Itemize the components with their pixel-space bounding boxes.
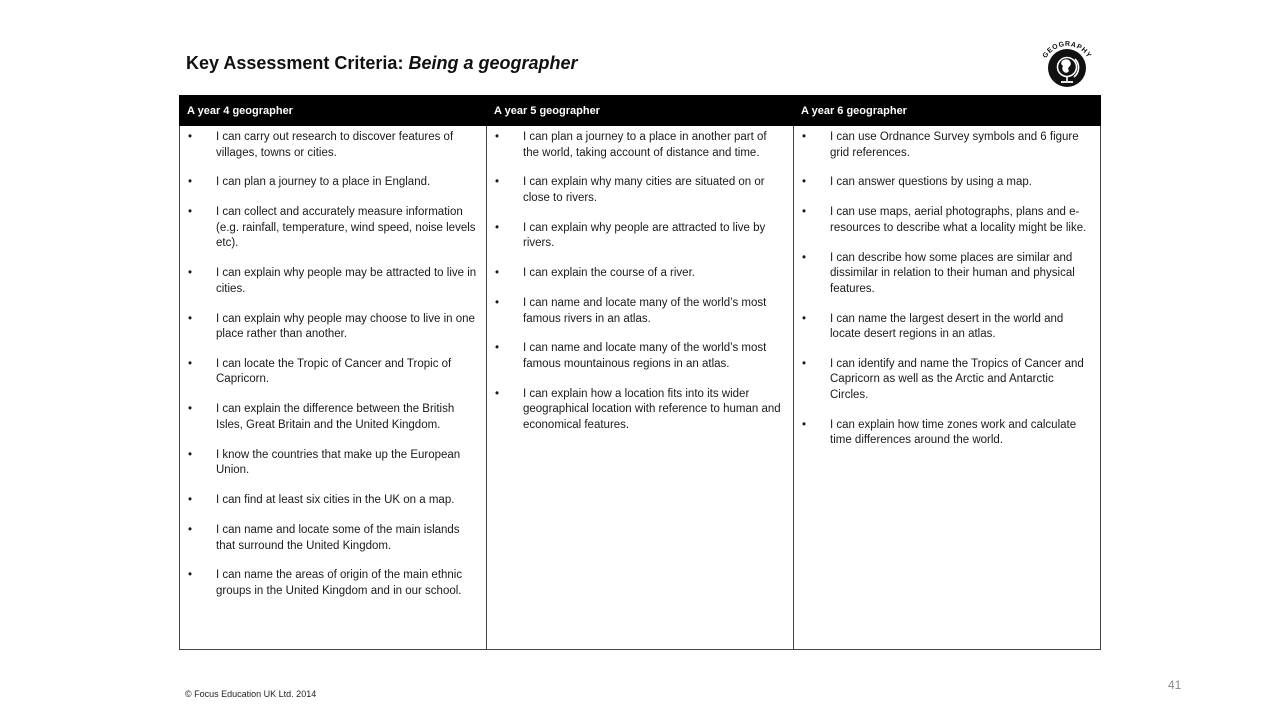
criterion-text: I can explain how time zones work and calculate time differences around the world. <box>830 418 1077 447</box>
list-item <box>800 175 1092 191</box>
list-item <box>186 448 478 479</box>
list-item <box>186 357 478 388</box>
list-item <box>800 418 1092 449</box>
list-item <box>493 341 785 372</box>
column-header-year-4: A year 4 geographer <box>180 96 487 126</box>
logo-text: GEOGRAPHY <box>1041 40 1093 60</box>
bullet-icon: • <box>802 131 807 143</box>
list-item <box>493 175 785 206</box>
bullet-icon: • <box>802 312 807 325</box>
page-number: 41 <box>1168 678 1182 692</box>
bullet-icon: • <box>495 221 500 234</box>
list-item <box>186 130 478 161</box>
list-item <box>186 523 478 554</box>
criterion-text: I can plan a journey to a place in England. <box>216 176 431 189</box>
year-6-criteria-list <box>800 130 1092 449</box>
criterion-text: I know the countries that make up the European Union. <box>216 448 461 477</box>
criterion-text: I can answer questions by using a map. <box>830 176 1033 189</box>
geography-logo-icon <box>1036 36 1098 90</box>
criterion-text: I can name and locate some of the main islands that surround the United Kingdom. <box>216 524 460 552</box>
year-4-criteria-cell <box>180 126 487 650</box>
bullet-icon: • <box>802 251 807 264</box>
criterion-text: I can plan a journey to a place in another part of the world, taking account of distance and time. <box>523 131 767 159</box>
year-4-criteria-list <box>186 130 478 599</box>
bullet-icon: • <box>188 312 193 325</box>
bullet-icon: • <box>802 176 807 189</box>
bullet-icon: • <box>188 131 193 143</box>
bullet-icon: • <box>495 176 500 189</box>
bullet-icon: • <box>802 357 807 370</box>
criterion-text: I can use Ordnance Survey symbols and 6 figure grid references. <box>830 131 1079 159</box>
bullet-icon: • <box>188 267 193 280</box>
list-item <box>186 266 478 297</box>
criterion-text: I can name and locate many of the world’s most famous rivers in an atlas. <box>523 297 767 325</box>
bullet-icon: • <box>495 387 500 400</box>
list-item <box>800 251 1092 298</box>
title-subtitle: Being a geographer <box>408 53 578 73</box>
table-row <box>180 126 1101 650</box>
criterion-text: I can carry out research to discover features of villages, towns or cities. <box>216 131 454 159</box>
criterion-text: I can collect and accurately measure information (e.g. rainfall, temperature, wind speed, noise levels etc). <box>216 206 476 250</box>
criterion-text: I can identify and name the Tropics of Cancer and Capricorn as well as the Arctic and Antarctic Circles. <box>830 357 1084 401</box>
bullet-icon: • <box>188 206 193 219</box>
bullet-icon: • <box>188 176 193 189</box>
criterion-text: I can name the largest desert in the world and locate desert regions in an atlas. <box>830 312 1064 341</box>
criterion-text: I can name and locate many of the world’s most famous mountainous regions in an atlas. <box>523 342 767 370</box>
bullet-icon: • <box>188 448 193 461</box>
criterion-text: I can explain the course of a river. <box>523 267 695 280</box>
criterion-text: I can explain why many cities are situated on or close to rivers. <box>523 176 765 204</box>
list-item <box>186 568 478 599</box>
title-main: Key Assessment Criteria: <box>186 53 404 73</box>
list-item <box>493 266 785 282</box>
column-header-year-5: A year 5 geographer <box>487 96 794 126</box>
list-item <box>800 130 1092 161</box>
list-item <box>800 205 1092 236</box>
list-item <box>186 205 478 252</box>
bullet-icon: • <box>495 297 500 310</box>
list-item <box>493 387 785 434</box>
list-item <box>493 130 785 161</box>
bullet-icon: • <box>802 418 807 431</box>
list-item <box>186 175 478 191</box>
year-5-criteria-cell <box>487 126 794 650</box>
list-item <box>186 402 478 433</box>
column-header-year-6: A year 6 geographer <box>794 96 1101 126</box>
bullet-icon: • <box>495 342 500 355</box>
criterion-text: I can locate the Tropic of Cancer and Tropic of Capricorn. <box>216 357 452 386</box>
criterion-text: I can explain how a location fits into its wider geographical location with reference to human and economical features. <box>523 387 781 431</box>
bullet-icon: • <box>188 524 193 537</box>
table-header-row <box>180 96 1101 126</box>
list-item <box>800 312 1092 343</box>
criterion-text: I can use maps, aerial photographs, plans and e-resources to describe what a locality might be like. <box>830 206 1087 234</box>
bullet-icon: • <box>495 131 500 143</box>
criterion-text: I can find at least six cities in the UK on a map. <box>216 494 455 507</box>
page-title <box>186 53 577 74</box>
bullet-icon: • <box>495 267 500 280</box>
bullet-icon: • <box>802 206 807 219</box>
list-item <box>493 221 785 252</box>
criterion-text: I can explain the difference between the British Isles, Great Britain and the United Kingdom. <box>216 403 455 431</box>
bullet-icon: • <box>188 357 193 370</box>
list-item <box>186 493 478 509</box>
bullet-icon: • <box>188 569 193 582</box>
copyright-footer: © Focus Education UK Ltd. 2014 <box>185 689 317 699</box>
list-item <box>493 296 785 327</box>
bullet-icon: • <box>188 403 193 416</box>
year-5-criteria-list <box>493 130 785 433</box>
criterion-text: I can name the areas of origin of the main ethnic groups in the United Kingdom and in our school. <box>216 569 463 597</box>
bullet-icon: • <box>188 494 193 507</box>
criterion-text: I can explain why people may choose to live in one place rather than another. <box>216 312 475 341</box>
year-6-criteria-cell <box>794 126 1101 650</box>
list-item <box>186 312 478 343</box>
assessment-criteria-table <box>179 95 1101 650</box>
list-item <box>800 357 1092 404</box>
criterion-text: I can describe how some places are similar and dissimilar in relation to their human and physical features. <box>830 251 1075 295</box>
criterion-text: I can explain why people are attracted to live by rivers. <box>523 221 766 250</box>
criterion-text: I can explain why people may be attracted to live in cities. <box>216 267 477 295</box>
